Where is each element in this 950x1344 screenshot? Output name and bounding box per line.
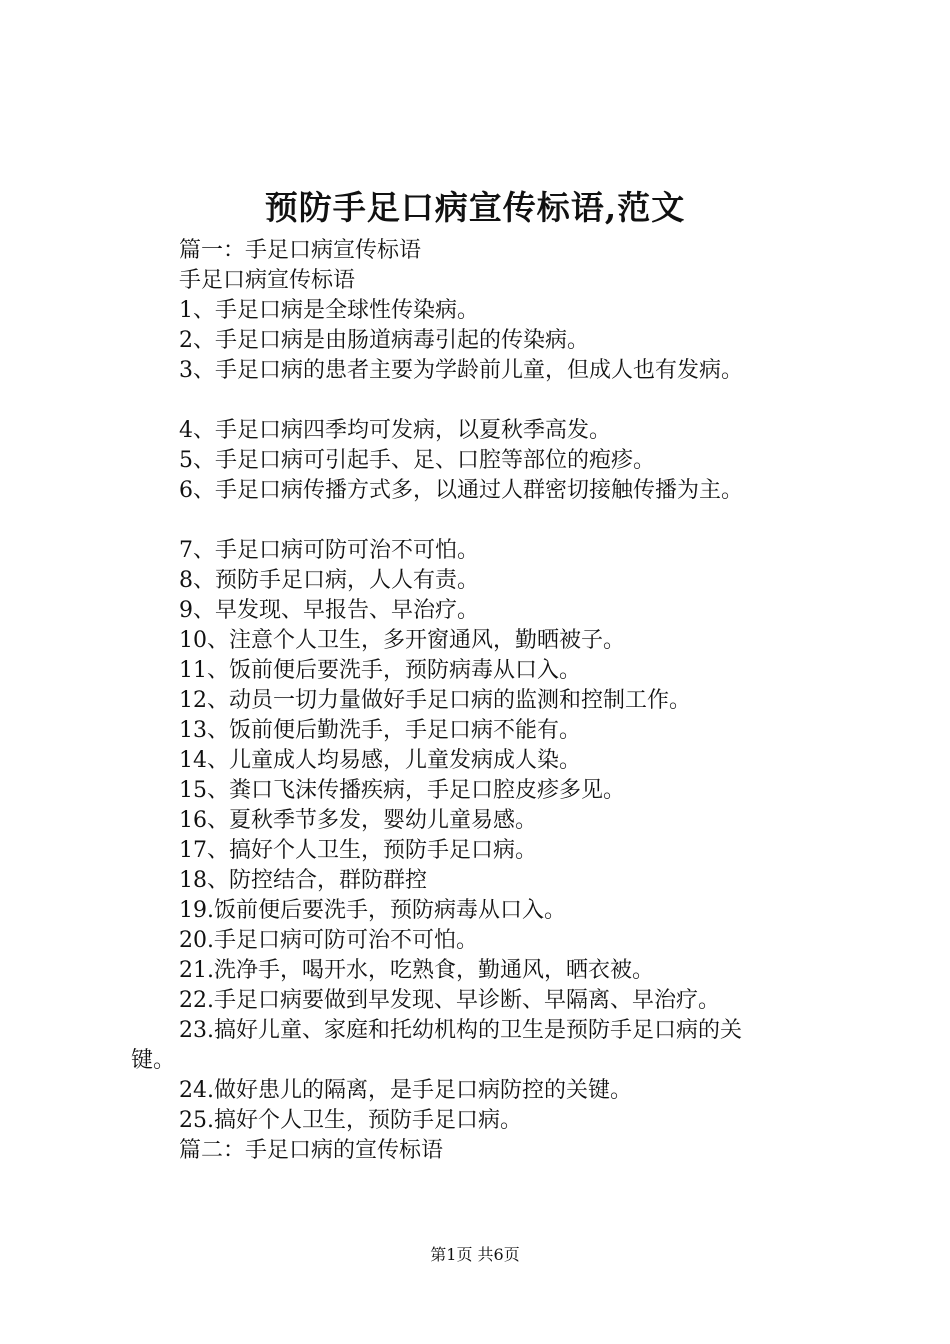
section-heading-1: 篇一：手足口病宣传标语 [179,238,422,263]
slogan-line: 7、手足口病可防可治不可怕。 [179,538,479,563]
slogan-line: 12、动员一切力量做好手足口病的监测和控制工作。 [179,688,691,713]
slogan-line: 24.做好患儿的隔离，是手足口病防控的关键。 [179,1078,632,1103]
blank-line [131,386,831,416]
slogan-line: 11、饭前便后要洗手，预防病毒从口入。 [179,658,581,683]
slogan-line: 20.手足口病可防可治不可怕。 [179,928,478,953]
slogan-line: 5、手足口病可引起手、足、口腔等部位的疱疹。 [179,448,655,473]
slogan-line: 25.搞好个人卫生，预防手足口病。 [179,1108,522,1133]
slogan-line-continuation: 键。 [131,1048,176,1073]
slogan-line: 10、注意个人卫生，多开窗通风，勤晒被子。 [179,628,625,653]
slogan-line: 9、早发现、早报告、早治疗。 [179,598,479,623]
slogan-line: 16、夏秋季节多发，婴幼儿童易感。 [179,808,537,833]
slogan-line: 23.搞好儿童、家庭和托幼机构的卫生是预防手足口病的关 [179,1018,742,1043]
section-heading-2: 篇二：手足口病的宣传标语 [179,1138,444,1163]
slogan-line: 21.洗净手，喝开水，吃熟食，勤通风，晒衣被。 [179,958,654,983]
slogan-line: 6、手足口病传播方式多，以通过人群密切接触传播为主。 [179,478,743,503]
document-title: 预防手足口病宣传标语,范文 [264,188,686,227]
slogan-line: 19.饭前便后要洗手，预防病毒从口入。 [179,898,566,923]
slogan-line: 22.手足口病要做到早发现、早诊断、早隔离、早治疗。 [179,988,720,1013]
slogan-line: 3、手足口病的患者主要为学龄前儿童，但成人也有发病。 [179,358,743,383]
slogan-line: 13、饭前便后勤洗手，手足口病不能有。 [179,718,581,743]
document-body [131,236,831,1166]
blank-line [131,506,831,536]
slogan-line: 8、预防手足口病，人人有责。 [179,568,479,593]
slogan-line: 14、儿童成人均易感，儿童发病成人染。 [179,748,581,773]
slogan-line: 15、粪口飞沫传播疾病，手足口腔皮疹多见。 [179,778,625,803]
page-footer: 第1页 共6页 [430,1245,520,1264]
slogan-line: 1、手足口病是全球性传染病。 [179,298,479,323]
slogan-line: 17、搞好个人卫生，预防手足口病。 [179,838,537,863]
slogan-line: 4、手足口病四季均可发病，以夏秋季高发。 [179,418,611,443]
slogan-line: 18、防控结合，群防群控 [179,868,427,893]
subheading: 手足口病宣传标语 [179,268,356,293]
slogan-line: 2、手足口病是由肠道病毒引起的传染病。 [179,328,589,353]
